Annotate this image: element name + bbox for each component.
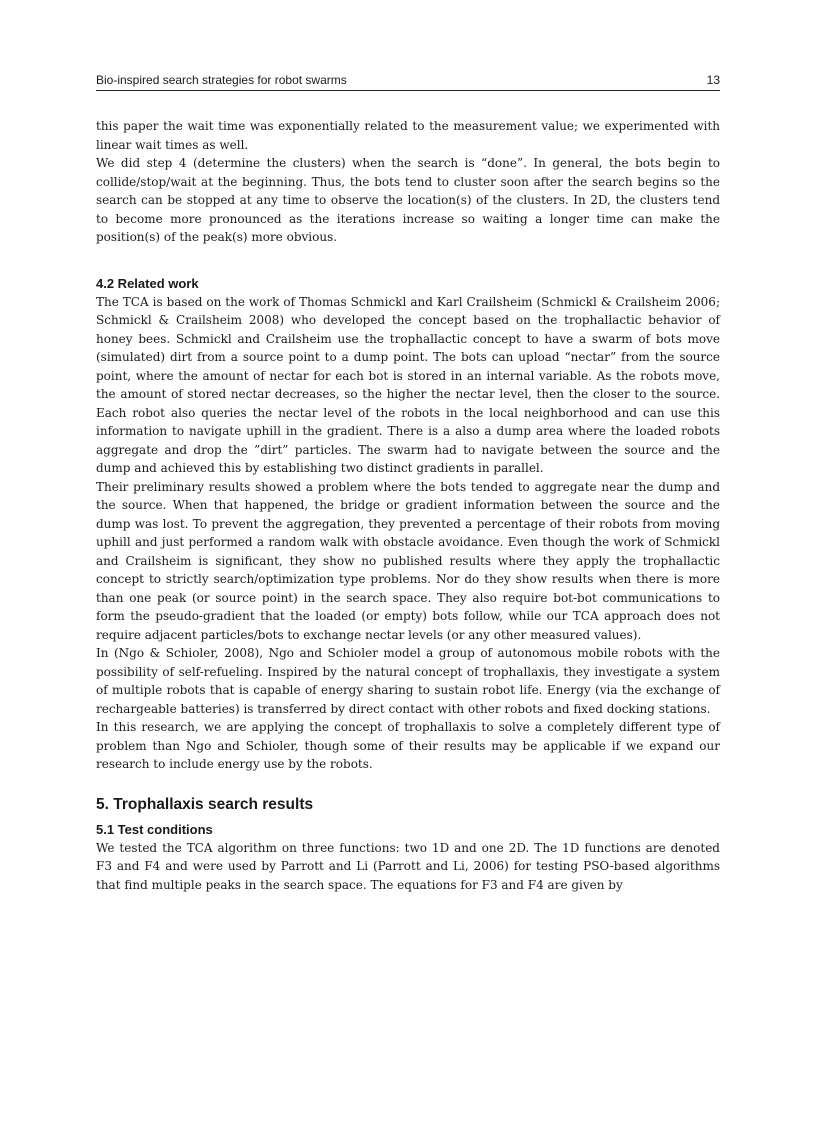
related-work-heading: 4.2 Related work: [96, 275, 199, 291]
page-header: [96, 71, 720, 91]
body-paragraph: In this research, we are applying the concept of trophallaxis to solve a completely different type of problem than Ngo and Schioler, though some of their results may be applicable if we expand our research to include energy use by the robots.: [96, 720, 720, 771]
body-paragraph: Their preliminary results showed a problem where the bots tended to aggregate near the dump and the source. When that happened, the bridge or gradient information between the source and the dump was lost. To prevent the aggregation, they prevented a percentage of their robots from moving uphill and just performed a random walk with obstacle avoidance. Even though the work of Schmickl and Crailsheim is significant, they show no published results where they apply the trophallactic concept to strictly search/optimization type problems. Nor do they show results when there is more than one peak (or source point) in the search space. They also require bot-bot communications to form the pseudo-gradient that the loaded (or empty) bots follow, while our TCA approach does not require adjacent particles/bots to exchange nectar levels (or any other measured values).: [96, 479, 720, 642]
running-title: Bio-inspired search strategies for robot swarms: [96, 73, 347, 87]
body-paragraph: this paper the wait time was exponentially related to the measurement value; we experimented with linear wait times as well.: [96, 119, 720, 152]
page-number: 13: [706, 73, 720, 87]
test-conditions-heading: 5.1 Test conditions: [96, 821, 213, 837]
body-paragraph: The TCA is based on the work of Thomas Schmickl and Karl Crailsheim (Schmickl & Crailsheim 2006; Schmickl & Crailsheim 2008) who developed the concept based on the trophallactic behavior of honey bees. Schmickl and Crailsheim use the trophallactic concept to have a swarm of bots move (simulated) dirt from a source point to a dump point. The bots can upload “nectar” from the source point, where the amount of nectar for each bot is stored in an internal variable. As the robots move, the amount of stored nectar decreases, so the higher the nectar level, then the closer to the source. Each robot also queries the nectar level of the robots in the local neighborhood and can use this information to navigate uphill in the gradient. There is a also a dump area where the loaded robots aggregate and drop the ”dirt” particles. The swarm had to navigate between the source and the dump and achieved this by establishing two distinct gradients in parallel.: [96, 294, 720, 475]
section-5-heading: 5. Trophallaxis search results: [96, 795, 314, 813]
body-paragraph: We did step 4 (determine the clusters) when the search is “done”. In general, the bots begin to collide/stop/wait at the beginning. Thus, the bots tend to cluster soon after the search begins so the search can be stopped at any time to observe the location(s) of the clusters. In 2D, the clusters tend to become more pronounced as the iterations increase so waiting a longer time can make the position(s) of the peak(s) more obvious.: [96, 156, 720, 244]
body-paragraph: We tested the TCA algorithm on three functions: two 1D and one 2D. The 1D functions are denoted F3 and F4 and were used by Parrott and Li (Parrott and Li, 2006) for testing PSO-based algorithms that find multiple peaks in the search space. The equations for F3 and F4 are given by: [96, 840, 720, 892]
page-body: [96, 117, 720, 894]
body-paragraph: In (Ngo & Schioler, 2008), Ngo and Schioler model a group of autonomous mobile robots with the possibility of self-refueling. Inspired by the natural concept of trophallaxis, they investigate a system of multiple robots that is capable of energy sharing to sustain robot life. Energy (via the exchange of rechargeable batteries) is transferred by direct contact with other robots and fixed docking stations.: [96, 646, 720, 716]
